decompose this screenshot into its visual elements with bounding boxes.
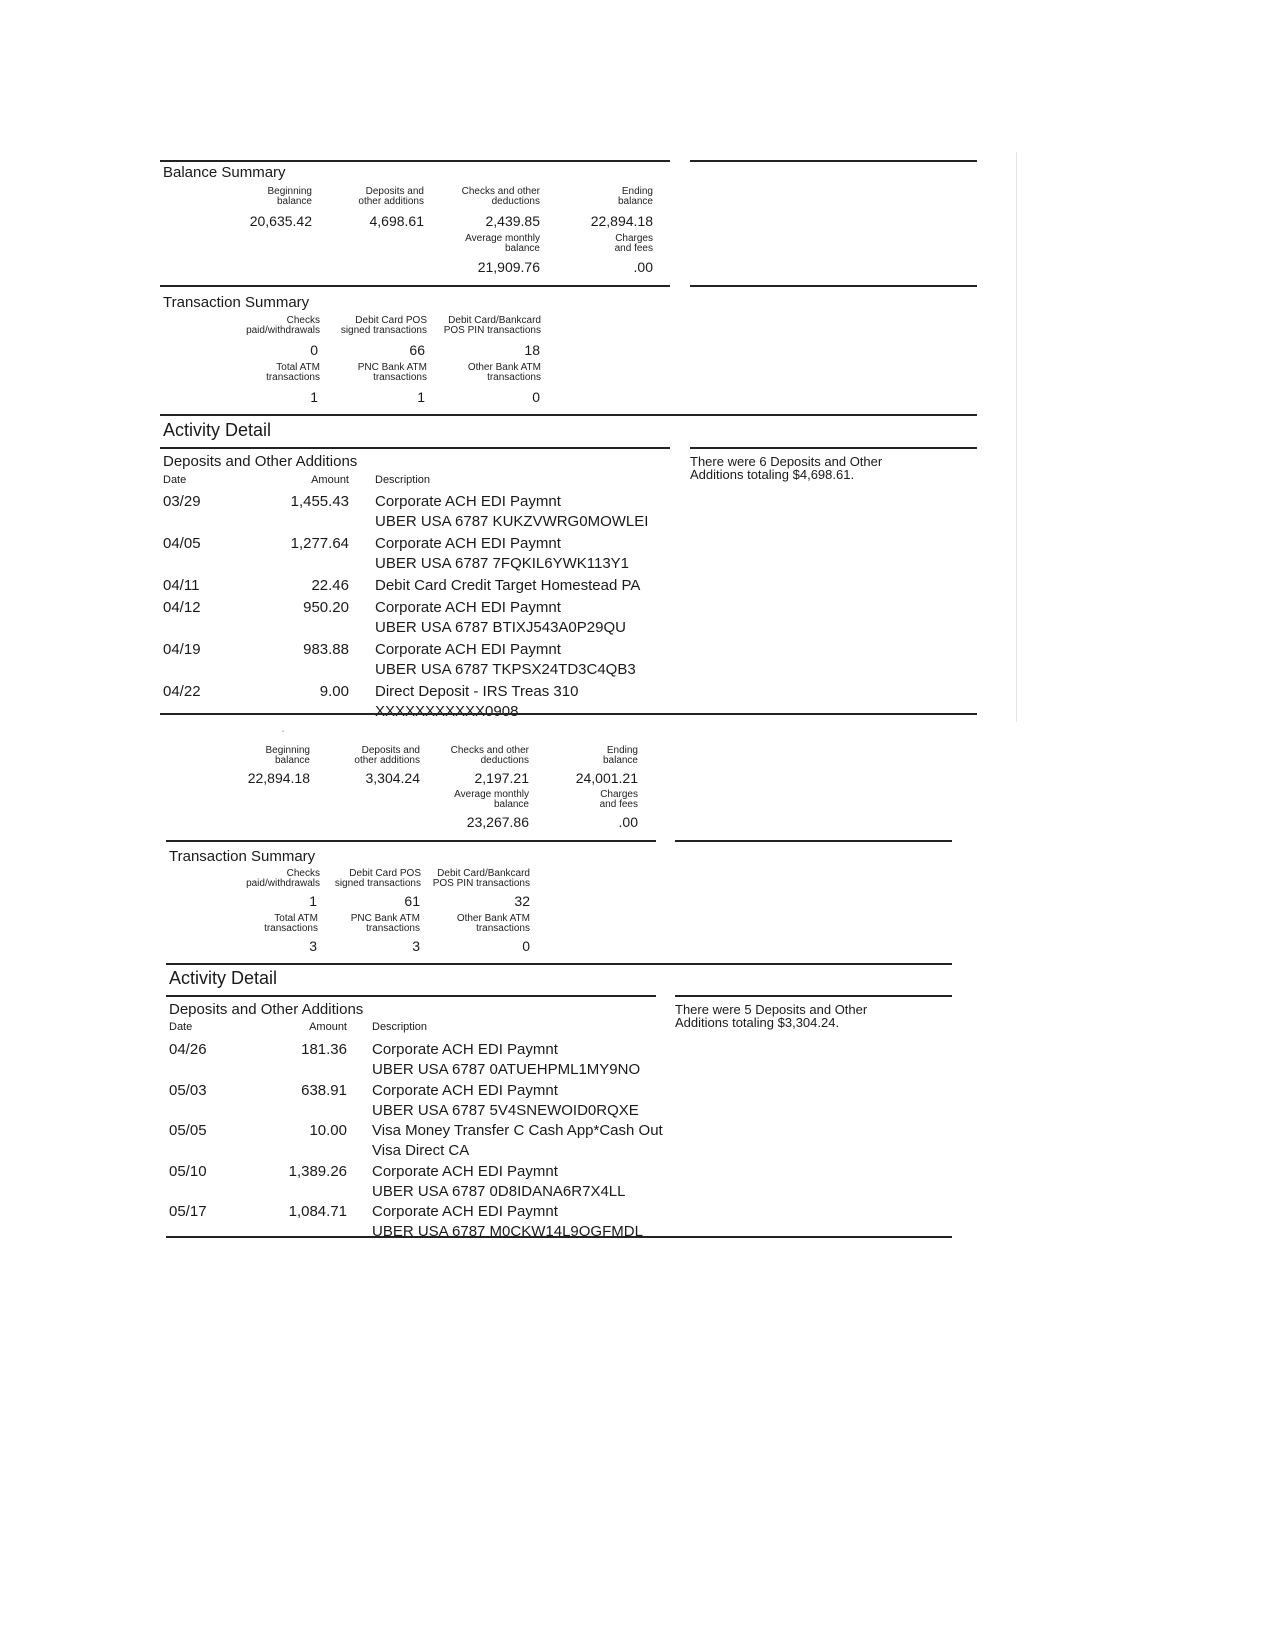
beginning-balance-value: 20,635.42	[249, 213, 312, 229]
atm-total-label: Total ATM transactions	[266, 362, 320, 383]
row-amount: 1,455.43	[290, 493, 349, 510]
deposits-summary-note: There were 5 Deposits and Other Additions totaling $3,304.24.	[675, 1002, 868, 1030]
atm-total-label: Total ATM transactions	[264, 913, 318, 934]
rule	[160, 160, 670, 162]
checks-paid-label: Checks paid/withdrawals	[246, 868, 320, 889]
atm-pnc-label: PNC Bank ATM transactions	[350, 913, 420, 934]
row-description-detail: XXXXXXXXXXX0908	[375, 703, 519, 720]
charges-label: Charges and fees	[599, 789, 638, 810]
column-header-description: Description	[372, 1021, 428, 1033]
row-amount: 638.91	[301, 1081, 347, 1099]
pos-signed-value: 66	[409, 342, 425, 358]
charges-label: Charges and fees	[614, 233, 653, 254]
rule	[690, 447, 977, 449]
atm-other-value: 0	[522, 938, 530, 954]
pos-pin-value: 18	[524, 342, 540, 358]
column-header-date: Date	[163, 474, 187, 486]
pos-signed-label: Debit Card POS signed transactions	[340, 315, 427, 336]
row-date: 04/05	[163, 535, 201, 552]
row-description: Direct Deposit - IRS Treas 310	[375, 683, 579, 700]
row-amount: 1,084.71	[288, 1203, 347, 1220]
row-description-detail: UBER USA 6787 BTIXJ543A0P29QU	[375, 619, 626, 636]
scan-mark: ´	[282, 730, 285, 739]
ending-balance-label: Ending balance	[602, 745, 638, 766]
column-header-description: Description	[375, 474, 431, 486]
pos-pin-value: 32	[514, 893, 530, 909]
rule	[160, 713, 977, 715]
column-header-amount: Amount	[309, 1021, 347, 1033]
atm-other-label: Other Bank ATM transactions	[467, 362, 541, 383]
atm-other-value: 0	[532, 389, 540, 405]
checks-value: 2,197.21	[474, 770, 529, 786]
avg-balance-value: 21,909.76	[477, 259, 540, 275]
column-header-date: Date	[169, 1021, 193, 1033]
transaction-summary-title: Transaction Summary	[163, 294, 310, 311]
deposits-value: 3,304.24	[365, 770, 420, 786]
row-date: 05/17	[169, 1203, 207, 1220]
rule	[166, 995, 656, 997]
deposits-subtitle: Deposits and Other Additions	[169, 1001, 364, 1018]
row-amount: 22.46	[311, 577, 349, 594]
row-description: Corporate ACH EDI Paymnt	[372, 1041, 558, 1058]
divider	[1016, 152, 1017, 722]
pos-signed-value: 61	[404, 893, 420, 909]
rule	[690, 285, 977, 287]
row-amount: 10.00	[309, 1122, 347, 1139]
row-date: 04/11	[163, 577, 200, 594]
atm-other-label: Other Bank ATM transactions	[456, 913, 530, 934]
row-amount: 1,389.26	[288, 1162, 347, 1180]
atm-pnc-value: 3	[412, 938, 420, 954]
beginning-balance-value: 22,894.18	[247, 770, 310, 786]
checks-paid-label: Checks paid/withdrawals	[246, 315, 320, 336]
avg-balance-value: 23,267.86	[466, 814, 529, 830]
row-description: Corporate ACH EDI Paymnt	[375, 599, 561, 616]
column-header-amount: Amount	[311, 474, 349, 486]
rule	[166, 1236, 952, 1238]
rule	[675, 995, 952, 997]
row-description: Corporate ACH EDI Paymnt	[375, 493, 561, 510]
avg-balance-label: Average monthly balance	[465, 233, 540, 254]
row-date: 05/10	[169, 1162, 207, 1180]
pos-pin-label: Debit Card/Bankcard POS PIN transactions	[443, 315, 541, 336]
row-date: 04/12	[163, 599, 201, 616]
row-description-detail: Visa Direct CA	[372, 1142, 470, 1159]
row-amount: 181.36	[301, 1041, 347, 1058]
atm-total-value: 1	[310, 389, 318, 405]
row-description: Corporate ACH EDI Paymnt	[372, 1081, 558, 1099]
rule	[675, 840, 952, 842]
row-date: 04/19	[163, 641, 201, 658]
row-amount: 9.00	[319, 683, 349, 700]
rule	[690, 160, 977, 162]
row-description: Corporate ACH EDI Paymnt	[372, 1162, 558, 1180]
deposits-summary-note: There were 6 Deposits and Other Additions totaling $4,698.61.	[690, 454, 883, 482]
ending-balance-value: 24,001.21	[575, 770, 638, 786]
checks-label: Checks and other deductions	[450, 745, 529, 766]
row-description: Corporate ACH EDI Paymnt	[375, 641, 561, 658]
checks-paid-value: 1	[309, 893, 317, 909]
row-description-detail: UBER USA 6787 M0CKW14L9OGFMDL	[372, 1223, 643, 1240]
rule	[160, 414, 977, 416]
row-amount: 983.88	[303, 641, 349, 658]
pos-signed-label: Debit Card POS signed transactions	[334, 868, 421, 889]
row-description-detail: UBER USA 6787 TKPSX24TD3C4QB3	[375, 661, 636, 678]
activity-detail-title: Activity Detail	[169, 968, 278, 988]
activity-detail-title: Activity Detail	[163, 420, 272, 440]
rule	[166, 840, 656, 842]
ending-balance-label: Ending balance	[617, 186, 653, 207]
rule	[160, 285, 670, 287]
row-description: Debit Card Credit Target Homestead PA	[375, 577, 641, 594]
row-description: Corporate ACH EDI Paymnt	[372, 1203, 558, 1220]
pos-pin-label: Debit Card/Bankcard POS PIN transactions	[432, 868, 530, 889]
balance-summary-title: Balance Summary	[163, 164, 286, 181]
row-amount: 950.20	[303, 599, 349, 616]
row-description-detail: UBER USA 6787 0ATUEHPML1MY9NO	[372, 1061, 641, 1078]
row-description: Visa Money Transfer C Cash App*Cash Out	[372, 1122, 663, 1139]
charges-value: .00	[633, 259, 653, 275]
checks-label: Checks and other deductions	[461, 186, 540, 207]
row-date: 03/29	[163, 493, 201, 510]
row-description: Corporate ACH EDI Paymnt	[375, 535, 561, 552]
atm-pnc-label: PNC Bank ATM transactions	[357, 362, 427, 383]
row-description-detail: UBER USA 6787 0D8IDANA6R7X4LL	[372, 1182, 626, 1200]
row-description-detail: UBER USA 6787 KUKZVWRG0MOWLEI	[375, 513, 649, 530]
beginning-balance-label: Beginning balance	[265, 745, 310, 766]
deposits-value: 4,698.61	[369, 213, 424, 229]
row-description-detail: UBER USA 6787 5V4SNEWOID0RQXE	[372, 1101, 639, 1119]
deposits-label: Deposits and other additions	[354, 745, 420, 766]
checks-value: 2,439.85	[485, 213, 540, 229]
deposits-subtitle: Deposits and Other Additions	[163, 453, 358, 470]
charges-value: .00	[618, 814, 638, 830]
row-amount: 1,277.64	[290, 535, 349, 552]
atm-pnc-value: 1	[417, 389, 425, 405]
rule	[166, 963, 952, 965]
deposits-label: Deposits and other additions	[358, 186, 424, 207]
beginning-balance-label: Beginning balance	[267, 186, 312, 207]
transaction-summary-title: Transaction Summary	[169, 848, 316, 865]
row-description-detail: UBER USA 6787 7FQKIL6YWK113Y1	[375, 555, 630, 572]
ending-balance-value: 22,894.18	[590, 213, 653, 229]
checks-paid-value: 0	[310, 342, 318, 358]
avg-balance-label: Average monthly balance	[454, 789, 529, 810]
row-date: 04/26	[169, 1041, 207, 1058]
rule	[160, 447, 670, 449]
atm-total-value: 3	[309, 938, 317, 954]
row-date: 05/03	[169, 1081, 207, 1099]
row-date: 05/05	[169, 1122, 207, 1139]
row-date: 04/22	[163, 683, 201, 700]
